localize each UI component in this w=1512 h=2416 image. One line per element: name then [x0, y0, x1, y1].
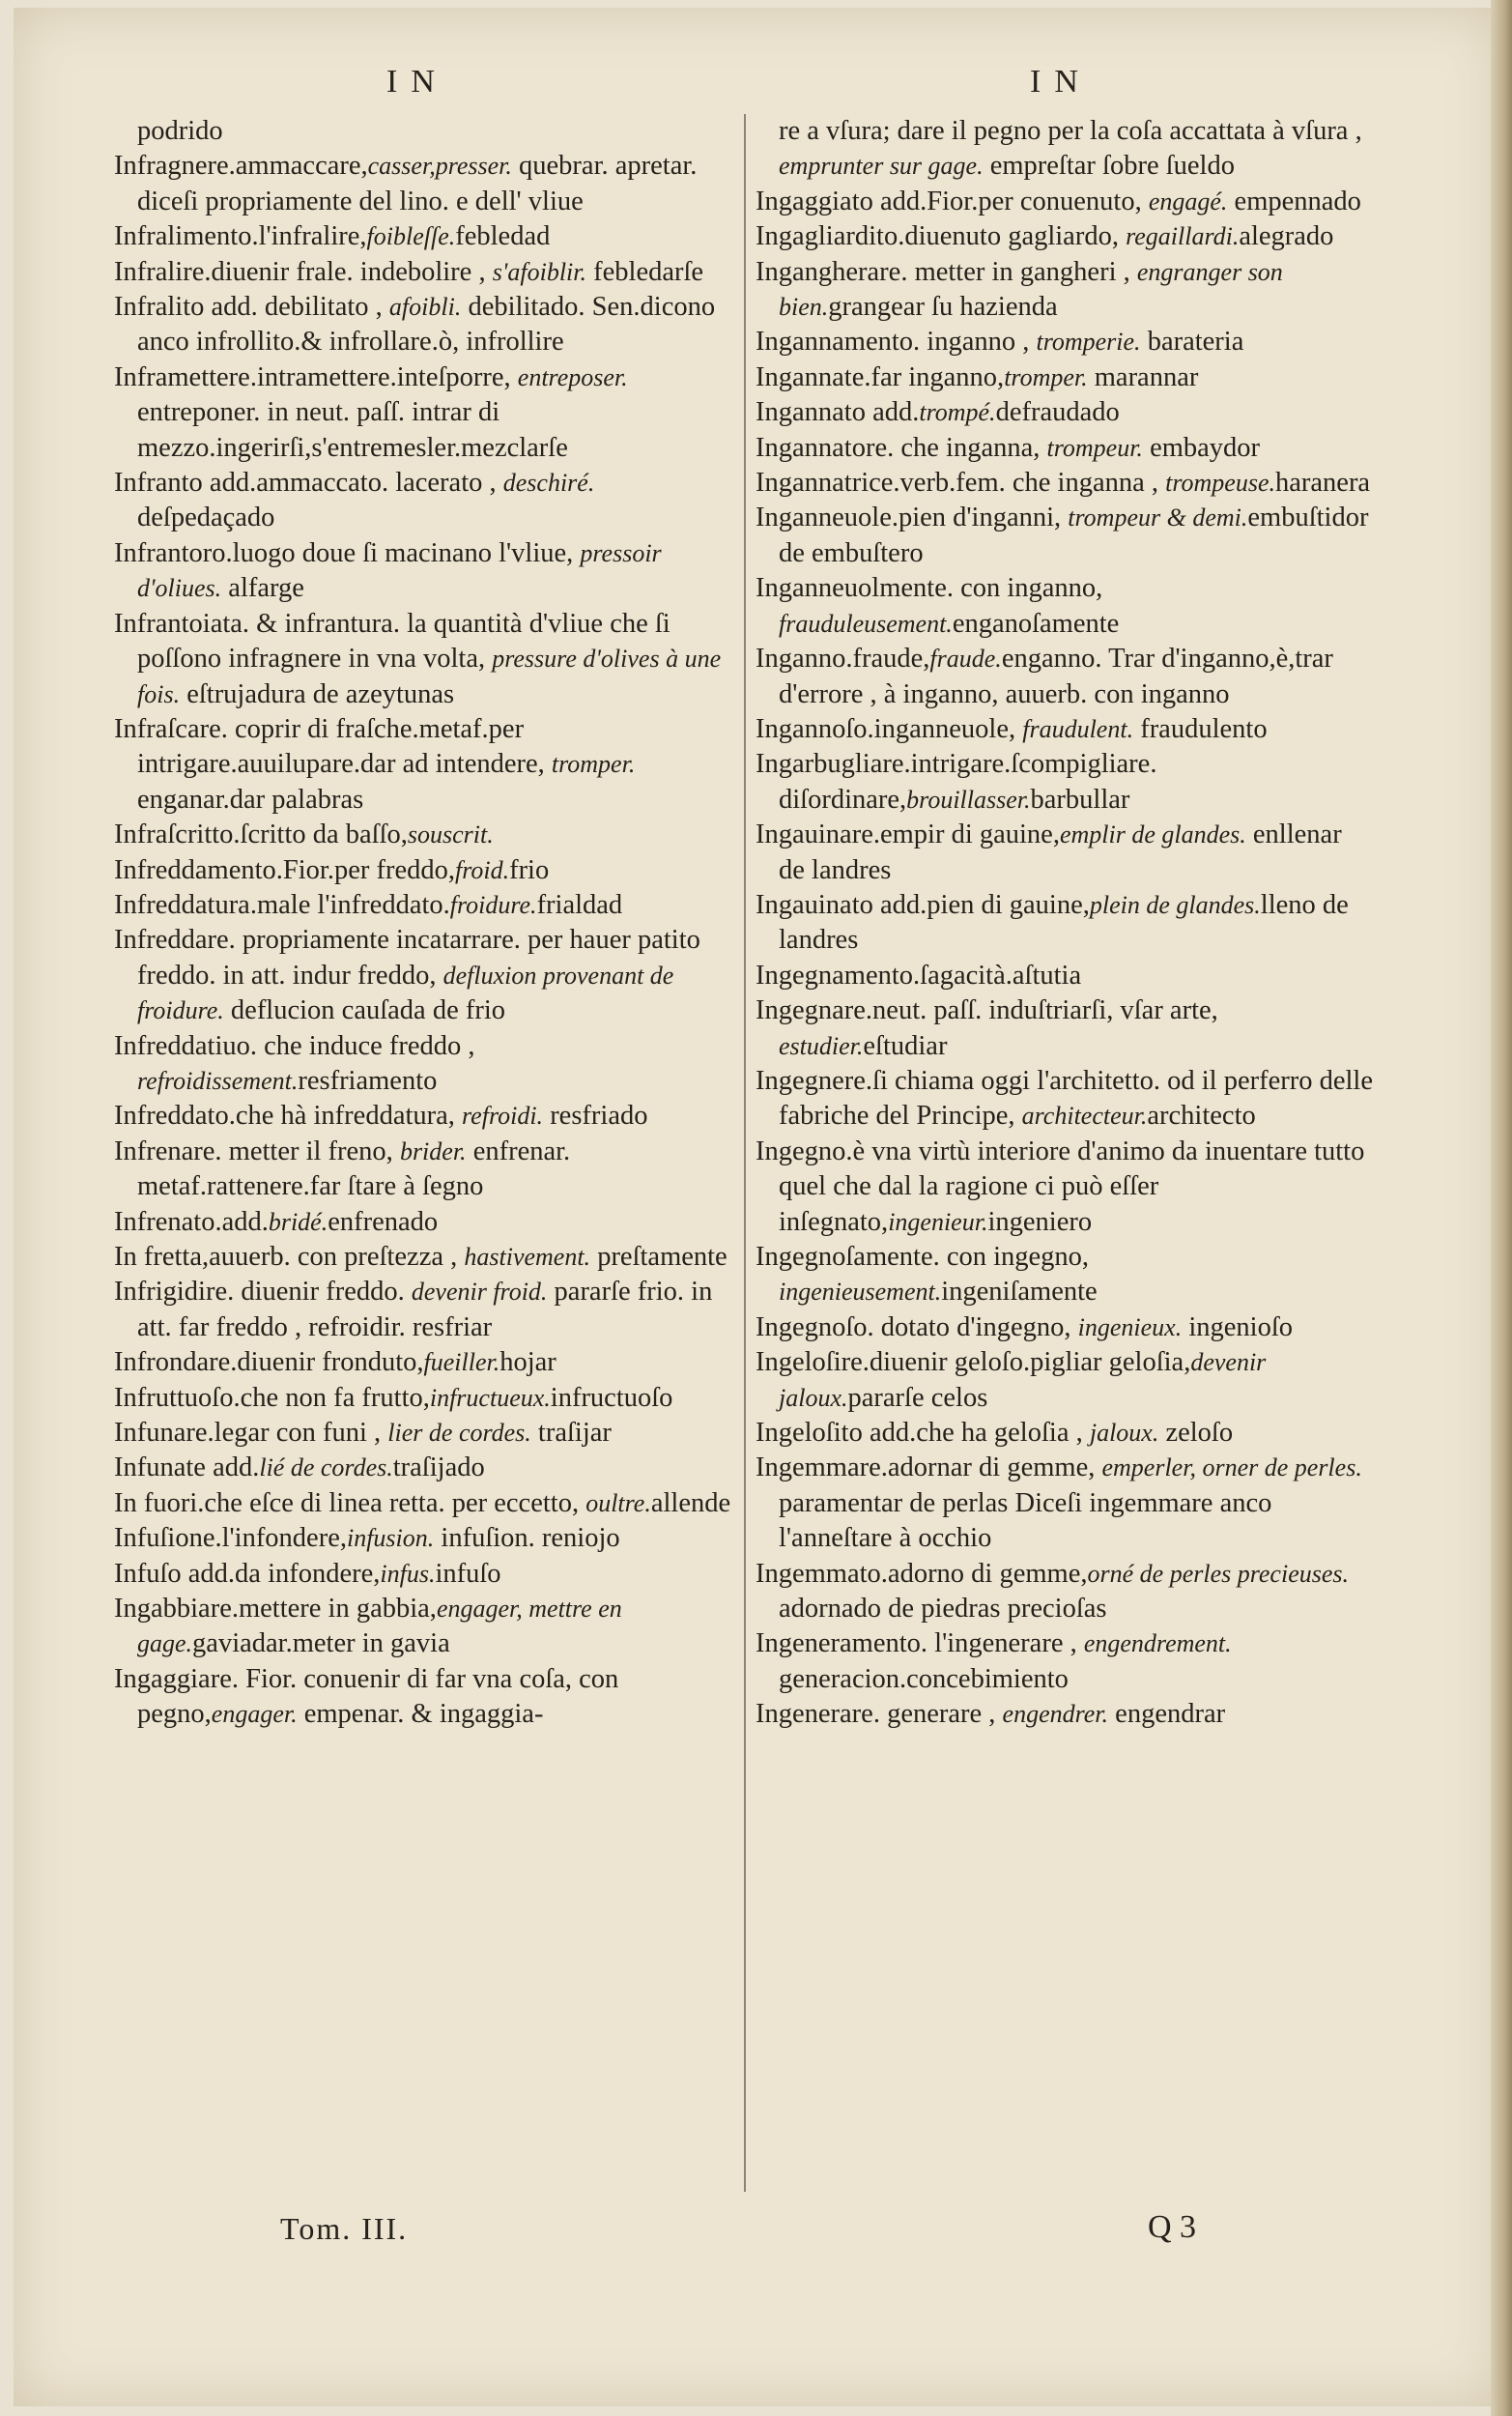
dictionary-entry	[114, 1486, 732, 1521]
entry-spanish-gloss: defraudado	[995, 397, 1120, 428]
entry-headword-text: Ingauinare.empir di gauine,	[756, 820, 1060, 850]
entry-headword-text: Ingaggiato add.Fior.per conuenuto,	[756, 186, 1149, 216]
entry-spanish-gloss: marannar	[1087, 361, 1199, 392]
dictionary-entry	[756, 818, 1374, 888]
dictionary-entry	[756, 255, 1374, 326]
entry-headword-text: Infrondare.diuenir fronduto,	[114, 1347, 424, 1378]
entry-spanish-gloss: zeloſo	[1158, 1418, 1234, 1449]
entry-french-gloss: regaillardi.	[1126, 222, 1240, 251]
entry-french-gloss: casser,presser.	[367, 152, 512, 181]
entry-french-gloss: trompeur & demi.	[1068, 503, 1248, 532]
entry-spanish-gloss: gaviadar.meter in gavia	[192, 1628, 450, 1659]
entry-headword-text: Ingannoſo.inganneuole,	[756, 713, 1023, 744]
entry-spanish-gloss: adornado de piedras precioſas	[779, 1594, 1107, 1625]
entry-headword-text: Infreddatura.male l'infreddato.	[114, 889, 450, 920]
dictionary-entry	[114, 1135, 732, 1205]
entry-headword-text: Infuſione.l'infondere,	[114, 1523, 347, 1554]
dictionary-entry	[756, 1626, 1374, 1697]
entry-headword-text: Infuſo add.da infondere,	[114, 1558, 381, 1589]
dictionary-entry	[114, 923, 732, 1028]
entry-spanish-gloss: infuſo	[435, 1558, 501, 1589]
signature-mark: Q 3	[1148, 2209, 1197, 2245]
entry-spanish-gloss: quebrar. apretar. diceſi propriamente del lino. e dell' vliue	[137, 151, 698, 216]
dictionary-entry	[756, 219, 1374, 254]
entry-french-gloss: trompeur.	[1046, 433, 1143, 462]
entry-spanish-gloss: empenar. & ingaggia-	[297, 1699, 544, 1730]
dictionary-entry	[756, 888, 1374, 959]
entry-french-gloss: souscrit.	[407, 820, 494, 849]
entry-french-gloss: plein de glandes.	[1089, 890, 1261, 919]
entry-spanish-gloss: preſtamente	[590, 1242, 727, 1272]
entry-spanish-gloss: entreponer. in neut. paſſ. intrar di mezzo.ingerirſi,s'entremesler.mezclarſe	[137, 397, 568, 463]
entry-french-gloss: engranger son bien.	[779, 257, 1283, 322]
dictionary-entry	[114, 712, 732, 818]
dictionary-entry	[756, 114, 1374, 185]
entry-headword-text: Inganno.fraude,	[756, 644, 930, 675]
entry-headword-text: Infrigidire. diuenir freddo.	[114, 1277, 412, 1308]
running-head-right: IN	[1030, 64, 1092, 100]
dictionary-entry	[114, 1029, 732, 1100]
dictionary-entry	[756, 325, 1374, 360]
entry-spanish-gloss: deſpedaçado	[137, 503, 275, 533]
dictionary-entry	[114, 290, 732, 360]
entry-french-gloss: emplir de glandes.	[1059, 820, 1246, 849]
dictionary-entry	[114, 149, 732, 219]
entry-headword-text: Ingegnere.ſi chiama oggi l'architetto. od il perferro delle fabriche del Principe,	[756, 1065, 1373, 1132]
entry-headword-text: Ingegnoſo. dotato d'ingegno,	[756, 1311, 1078, 1342]
dictionary-entry	[756, 1240, 1374, 1310]
dictionary-entry	[114, 114, 732, 149]
entry-headword-text: Ingangherare. metter in gangheri ,	[756, 256, 1137, 287]
entry-headword-text: In fuori.che eſce di linea retta. per eccetto,	[114, 1487, 586, 1518]
entry-spanish-gloss: grangear ſu hazienda	[828, 292, 1058, 323]
dictionary-entry	[114, 1345, 732, 1380]
entry-spanish-gloss: allende	[650, 1487, 731, 1518]
entry-french-gloss: infructueux.	[429, 1383, 551, 1412]
entry-spanish-gloss: resfriamento	[298, 1065, 438, 1096]
entry-spanish-gloss: generacion.concebimiento	[779, 1663, 1069, 1694]
entry-headword-text: re a vſura; dare il pegno per la coſa accattata à vſura ,	[779, 116, 1362, 146]
entry-headword-text: Infreddamento.Fior.per freddo,	[114, 854, 455, 885]
tome-label: Tom. III.	[280, 2211, 409, 2246]
entry-spanish-gloss: barbullar	[1030, 784, 1130, 815]
dictionary-entry	[756, 395, 1374, 430]
entry-headword-text: Infraſcritto.ſcritto da baſſo,	[114, 820, 408, 850]
entry-french-gloss: froid.	[454, 855, 510, 884]
dictionary-entry	[756, 1697, 1374, 1732]
dictionary-entry	[114, 466, 732, 536]
entry-spanish-gloss: infructuoſo	[550, 1382, 673, 1413]
dictionary-entry	[756, 1345, 1374, 1416]
entry-french-gloss: lié de cordes.	[259, 1453, 393, 1482]
dictionary-entry	[756, 1064, 1374, 1135]
entry-french-gloss: trompé.	[919, 398, 996, 427]
entry-headword-text: Ingenerare. generare ,	[756, 1699, 1003, 1730]
entry-french-gloss: oultre.	[585, 1488, 651, 1517]
dictionary-entry	[114, 1662, 732, 1733]
entry-headword-text: Infreddatiuo. che induce freddo ,	[114, 1030, 475, 1061]
entry-headword-text: Ingeneramento. l'ingenerare ,	[756, 1628, 1084, 1659]
entry-spanish-gloss: barateria	[1140, 327, 1244, 358]
entry-spanish-gloss: febledarſe	[586, 256, 704, 287]
dictionary-entry	[114, 536, 732, 607]
entry-headword-text: Infunate add.	[114, 1452, 260, 1483]
entry-french-gloss: fueiller.	[423, 1348, 500, 1377]
dictionary-entry	[114, 1205, 732, 1240]
entry-spanish-gloss: alegrado	[1239, 221, 1334, 252]
entry-spanish-gloss: architecto	[1147, 1101, 1256, 1132]
entry-headword-text: Infralimento.l'infralire,	[114, 221, 367, 252]
entry-french-gloss: infusion.	[346, 1524, 435, 1553]
dictionary-entry	[114, 888, 732, 923]
column-divider	[744, 114, 746, 2192]
entry-spanish-gloss: enfrenado	[328, 1206, 439, 1237]
entry-headword-text: Infranto add.ammaccato. lacerato ,	[114, 468, 503, 499]
entry-spanish-gloss: alfarge	[221, 573, 304, 604]
entry-spanish-gloss: resfriado	[543, 1101, 648, 1132]
dictionary-entry	[114, 818, 732, 852]
entry-french-gloss: emperler, orner de perles.	[1101, 1453, 1362, 1482]
dictionary-entry	[756, 959, 1374, 993]
entry-french-gloss: engagé.	[1148, 187, 1228, 216]
entry-french-gloss: engager.	[211, 1700, 298, 1729]
entry-spanish-gloss: traſijado	[392, 1452, 485, 1483]
dictionary-entry	[114, 853, 732, 888]
entry-french-gloss: foibleſſe.	[366, 222, 456, 251]
entry-french-gloss: pressoir d'oliues.	[137, 538, 662, 603]
entry-french-gloss: pressure d'olives à une fois.	[137, 645, 722, 708]
entry-spanish-gloss: ingeniſamente	[941, 1277, 1098, 1308]
entry-french-gloss: estudier.	[779, 1031, 864, 1060]
entry-headword-text: Infreddato.che hà infreddatura,	[114, 1101, 463, 1132]
entry-french-gloss: defluxion provenant de froidure.	[137, 961, 674, 1025]
entry-headword-text: Ingegnare.neut. paſſ. induſtriarſi, vſar arte,	[756, 995, 1218, 1026]
entry-headword-text: In fretta,auuerb. con preſtezza ,	[114, 1242, 465, 1272]
entry-headword-text: Infralito add. debilitato ,	[114, 292, 389, 323]
entry-french-gloss: brider.	[399, 1136, 467, 1165]
entry-french-gloss: lier de cordes.	[387, 1419, 531, 1448]
entry-french-gloss: brouillasser.	[906, 785, 1031, 814]
entry-spanish-gloss: empreſtar ſobre ſueldo	[983, 151, 1235, 182]
left-column	[114, 114, 732, 1733]
entry-headword-text: Infrantoro.luogo doue ſi macinano l'vliue,	[114, 537, 581, 568]
dictionary-entry	[756, 1557, 1374, 1627]
entry-headword-text: Ingannamento. inganno ,	[756, 327, 1037, 358]
entry-headword-text: Ingarbugliare.intrigare.ſcompigliare. diſordinare,	[756, 749, 1157, 815]
entry-headword-text: Ingaggiare. Fior. conuenir di far vna coſa, con pegno,	[114, 1663, 619, 1730]
entry-spanish-gloss: embuſtidor de embuſtero	[779, 503, 1369, 568]
entry-headword-text: Ingannate.far inganno,	[756, 361, 1005, 392]
dictionary-entry	[114, 1451, 732, 1485]
entry-spanish-gloss: frio	[509, 854, 550, 885]
dictionary-entry	[756, 185, 1374, 219]
entry-french-gloss: refroidi.	[462, 1102, 544, 1131]
entry-headword-text: Infunare.legar con funi ,	[114, 1418, 388, 1449]
entry-headword-text: Inganneuole.pien d'inganni,	[756, 503, 1069, 533]
right-column	[756, 114, 1374, 1733]
entry-spanish-gloss: hojar	[499, 1347, 556, 1378]
entry-headword-text: Ingemmato.adorno di gemme,	[756, 1558, 1088, 1589]
running-head-left: IN	[386, 64, 448, 100]
entry-headword-text: podrido	[137, 116, 223, 146]
dictionary-entry	[114, 255, 732, 290]
entry-headword-text: Infraſcare. coprir di fraſche.metaf.per intrigare.auuilupare.dar ad intendere,	[114, 713, 552, 780]
entry-headword-text: Infruttuoſo.che non fa frutto,	[114, 1382, 430, 1413]
entry-french-gloss: tromperie.	[1036, 328, 1141, 357]
dictionary-entry	[756, 642, 1374, 712]
entry-headword-text: Ingeloſire.diuenir geloſo.pigliar geloſia,	[756, 1347, 1191, 1378]
entry-spanish-gloss: pararſe frio. in att. far freddo , refroidir. resfriar	[137, 1277, 713, 1342]
entry-french-gloss: devenir froid.	[411, 1278, 548, 1307]
entry-spanish-gloss: eſtrujadura de azeytunas	[180, 678, 455, 709]
entry-spanish-gloss: enllenar de landres	[779, 820, 1342, 885]
entry-spanish-gloss: fraudulento	[1133, 713, 1268, 744]
entry-headword-text: Ingannato add.	[756, 397, 920, 428]
entry-headword-text: Infralire.diuenir frale. indebolire ,	[114, 256, 493, 287]
entry-headword-text: Ingauinato add.pien di gauine,	[756, 889, 1090, 920]
entry-french-gloss: fraude.	[929, 645, 1002, 674]
entry-headword-text: Ingannatrice.verb.fem. che inganna ,	[756, 468, 1166, 499]
entry-headword-text: Ingeloſito add.che ha geloſia ,	[756, 1418, 1090, 1449]
entry-spanish-gloss: ingeniero	[987, 1206, 1093, 1237]
dictionary-entry	[756, 1135, 1374, 1240]
entry-headword-text: Ingegno.è vna virtù interiore d'animo da inuentare tutto quel che dal la ragione ci può eſſer inſegnato,	[756, 1136, 1365, 1237]
entry-headword-text: Ingemmare.adornar di gemme,	[756, 1452, 1102, 1483]
dictionary-entry	[114, 1416, 732, 1451]
entry-headword-text: Ingannatore. che inganna,	[756, 432, 1047, 463]
entry-french-gloss: jaloux.	[1089, 1419, 1159, 1448]
entry-french-gloss: ingenieusement.	[779, 1278, 942, 1307]
entry-spanish-gloss: pararſe celos	[847, 1382, 988, 1413]
entry-french-gloss: engendrer.	[1002, 1700, 1109, 1729]
entry-spanish-gloss: enganar.dar palabras	[137, 784, 364, 815]
entry-french-gloss: afoibli.	[388, 293, 462, 322]
dictionary-entry	[114, 1592, 732, 1662]
dictionary-entry	[114, 1521, 732, 1556]
dictionary-entry	[114, 1240, 732, 1275]
entry-french-gloss: ingenieux.	[1077, 1312, 1183, 1341]
entry-spanish-gloss: deflucion cauſada de frio	[223, 995, 505, 1026]
entry-french-gloss: s'afoiblir.	[492, 257, 587, 286]
entry-headword-text: Infreddare. propriamente incatarrare. per hauer patito freddo. in att. indur freddo,	[114, 925, 700, 991]
entry-spanish-gloss: febledad	[455, 221, 551, 252]
dictionary-entry	[756, 466, 1374, 501]
entry-headword-text: Ingegnamento.ſagacità.aſtutia	[756, 960, 1082, 991]
entry-headword-text: Infrenato.add.	[114, 1206, 269, 1237]
entry-headword-text: Inganneuolmente. con inganno,	[756, 573, 1103, 604]
dictionary-entry	[756, 993, 1374, 1064]
dictionary-entry	[756, 747, 1374, 818]
entry-spanish-gloss: traſijar	[530, 1418, 612, 1449]
dictionary-entry	[114, 1099, 732, 1134]
entry-spanish-gloss: haranera	[1275, 468, 1371, 499]
dictionary-entry	[114, 607, 732, 712]
dictionary-entry	[756, 1451, 1374, 1556]
entry-french-gloss: engager, mettre en gage.	[137, 1595, 622, 1658]
entry-spanish-gloss: ingenioſo	[1182, 1311, 1293, 1342]
entry-spanish-gloss: eſtudiar	[863, 1030, 948, 1061]
entry-french-gloss: frauduleusement.	[779, 609, 953, 638]
entry-headword-text: Ingegnoſamente. con ingegno,	[756, 1242, 1090, 1272]
entry-headword-text: Infrenare. metter il freno,	[114, 1136, 400, 1166]
dictionary-entry	[114, 1275, 732, 1345]
entry-french-gloss: froidure.	[449, 890, 537, 919]
entry-headword-text: Inframettere.intramettere.inteſporre,	[114, 361, 518, 392]
entry-spanish-gloss: engendrar	[1108, 1699, 1226, 1730]
entry-french-gloss: bridé.	[268, 1207, 328, 1236]
entry-french-gloss: infus.	[380, 1559, 436, 1588]
dictionary-entry	[756, 501, 1374, 571]
entry-french-gloss: refroidissement.	[137, 1066, 299, 1095]
entry-french-gloss: emprunter sur gage.	[779, 152, 984, 181]
entry-headword-text: Ingagliardito.diuenuto gagliardo,	[756, 221, 1127, 252]
entry-french-gloss: devenir jaloux.	[779, 1348, 1267, 1412]
dictionary-entry	[756, 571, 1374, 642]
entry-french-gloss: tromper.	[1004, 362, 1088, 391]
dictionary-entry	[114, 1381, 732, 1416]
entry-spanish-gloss: embaydor	[1142, 432, 1261, 463]
dictionary-entry	[756, 360, 1374, 395]
dictionary-entry	[756, 1416, 1374, 1451]
entry-french-gloss: trompeuse.	[1165, 469, 1275, 498]
entry-spanish-gloss: infuſion. reniojo	[434, 1523, 620, 1554]
dictionary-entry	[756, 431, 1374, 466]
entry-spanish-gloss: empennado	[1227, 186, 1361, 216]
entry-french-gloss: fraudulent.	[1022, 714, 1134, 743]
entry-french-gloss: ingenieur.	[888, 1207, 988, 1236]
entry-french-gloss: entreposer.	[517, 362, 628, 391]
entry-spanish-gloss: lleno de landres	[779, 889, 1349, 956]
entry-spanish-gloss: enfrenar. metaf.rattenere.far ſtare à ſegno	[137, 1136, 571, 1202]
entry-spanish-gloss: enganno. Trar d'inganno,è,trar d'errore , à inganno, auuerb. con inganno	[779, 644, 1333, 709]
entry-french-gloss: orné de perles precieuses.	[1087, 1559, 1350, 1588]
entry-french-gloss: architecteur.	[1021, 1102, 1148, 1131]
entry-headword-text: Ingabbiare.mettere in gabbia,	[114, 1594, 437, 1625]
book-gutter	[1491, 0, 1512, 2416]
entry-spanish-gloss: frialdad	[536, 889, 623, 920]
entry-spanish-gloss: debilitado. Sen.dicono anco infrollito.& infrollare.ò, infrollire	[137, 292, 716, 358]
dictionary-entry	[756, 712, 1374, 747]
entry-french-gloss: deschiré.	[502, 469, 595, 498]
dictionary-entry	[114, 219, 732, 254]
entry-spanish-gloss: enganoſamente	[952, 608, 1120, 639]
entry-headword-text: Infragnere.ammaccare,	[114, 151, 368, 182]
dictionary-entry	[756, 1310, 1374, 1345]
entry-spanish-gloss: paramentar de perlas Diceſi ingemmare anco l'anneſtare à occhio	[779, 1487, 1272, 1554]
entry-french-gloss: engendrement.	[1083, 1629, 1232, 1658]
dictionary-entry	[114, 360, 732, 466]
entry-french-gloss: tromper.	[551, 750, 636, 779]
dictionary-entry	[114, 1557, 732, 1592]
entry-headword-text: Infrantoiata. & infrantura. la quantità d'vliue che ſi poſſono infragnere in vna volta,	[114, 608, 670, 675]
entry-french-gloss: hastivement.	[464, 1243, 591, 1271]
